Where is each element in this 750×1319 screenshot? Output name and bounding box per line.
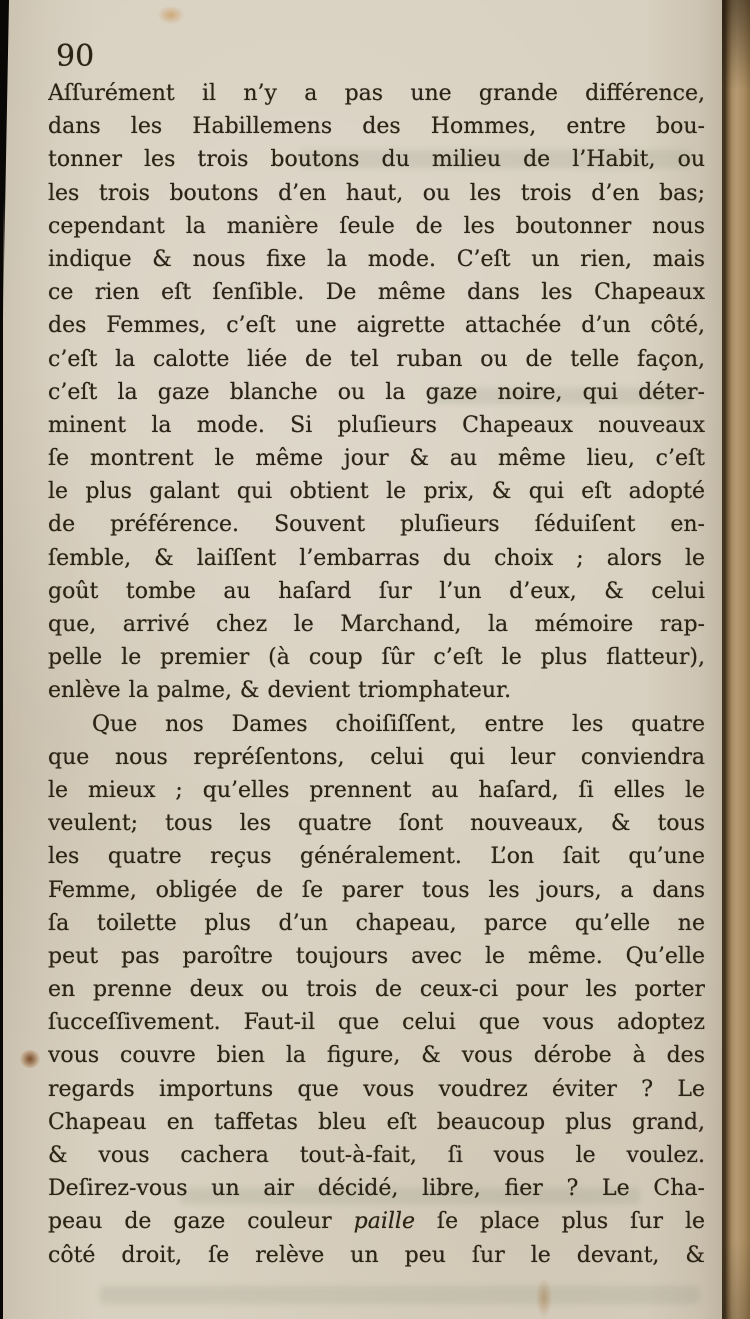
text-segment: goût tombe au haſard ſur l’un d’eux, & celui <box>48 578 705 604</box>
text-line <box>48 309 705 342</box>
text-line <box>48 575 705 608</box>
text-segment: les quatre reçus généralement. L’on ſait qu’une <box>48 844 705 870</box>
text-line <box>48 210 705 243</box>
text-segment: de préférence. Souvent pluſieurs ſéduiſent en- <box>48 512 705 538</box>
text-segment: des Femmes, c’eſt une aigrette attachée d’un côté, <box>48 313 705 339</box>
text-line <box>48 1239 705 1272</box>
text-segment: en prenne deux ou trois de ceux-ci pour les porter <box>48 977 705 1003</box>
text-line <box>48 774 705 807</box>
text-segment: que, arrivé chez le Marchand, la mémoire rap- <box>48 612 705 637</box>
text-line <box>48 77 705 110</box>
text-line <box>48 409 705 442</box>
text-segment: Que nos Dames choiſiſſent, entre les quatre <box>92 711 705 737</box>
text-segment: ſemble, & laiſſent l’embarras du choix ; alors le <box>48 545 705 571</box>
text-segment: tonner les trois boutons du milieu de l’Habit, ou <box>48 147 705 173</box>
text-line <box>48 1006 705 1039</box>
text-segment: que nous repréſentons, celui qui leur conviendra <box>48 744 705 770</box>
text-line <box>48 1106 705 1139</box>
text-line <box>48 874 705 907</box>
text-line <box>48 840 705 873</box>
text-segment: ſe montrent le même jour & au même lieu, c’eſt <box>48 446 705 472</box>
text-line <box>48 641 705 674</box>
text-segment: les trois boutons d’en haut, ou les trois d’en bas; <box>48 180 705 206</box>
text-segment: dans les Habillemens des Hommes, entre bou- <box>48 114 705 140</box>
text-line <box>48 1172 705 1205</box>
text-line <box>48 940 705 973</box>
text-line <box>48 674 705 707</box>
text-segment: cependant la manière ſeule de les boutonner nous <box>48 213 705 239</box>
text-segment: regards importuns que vous voudrez éviter ? Le <box>48 1076 705 1102</box>
body-text <box>48 77 705 1272</box>
text-segment: Aſſurément il n’y a pas une grande différence, <box>48 81 705 106</box>
text-segment: & vous cachera tout-à-fait, ſi vous le voulez. <box>48 1143 705 1168</box>
paper-stain <box>536 1278 552 1318</box>
text-segment: peau de gaze couleur <box>48 1209 354 1235</box>
text-line <box>48 807 705 840</box>
text-segment: le plus galant qui obtient le prix, & qui eſt adopté <box>48 479 705 505</box>
text-line <box>48 973 705 1006</box>
text-line <box>48 608 705 641</box>
text-line <box>48 110 705 143</box>
text-line <box>48 1039 705 1072</box>
text-line <box>48 243 705 276</box>
text-segment: c’eſt la calotte liée de tel ruban ou de telle façon, <box>48 346 705 372</box>
text-segment: minent la mode. Si pluſieurs Chapeaux nouveaux <box>48 412 705 438</box>
text-segment: pelle le premier (à coup ſûr c’eſt le plus flatteur), <box>48 645 705 671</box>
text-line <box>48 508 705 541</box>
text-line <box>48 1205 705 1238</box>
text-line <box>48 442 705 475</box>
text-line <box>48 143 705 176</box>
text-line <box>48 343 705 376</box>
text-segment: Deſirez-vous un air décidé, libre, fier ? Le Cha- <box>48 1176 705 1202</box>
fox-spot <box>158 6 184 24</box>
text-line <box>48 708 705 741</box>
text-segment: indique & nous fixe la mode. C’eſt un rien, mais <box>48 246 705 272</box>
fox-spot <box>20 1050 40 1068</box>
text-segment: Femme, obligée de ſe parer tous les jours, a dans <box>48 877 705 903</box>
text-line <box>48 276 705 309</box>
text-line <box>48 542 705 575</box>
text-segment: côté droit, ſe relève un peu ſur le devant, & <box>48 1242 705 1268</box>
text-line <box>48 475 705 508</box>
text-segment: enlève la palme, & devient triomphateur. <box>48 678 512 704</box>
text-segment: c’eſt la gaze blanche ou la gaze noire, qui déter- <box>48 379 705 405</box>
text-segment: veulent; tous les quatre ſont nouveaux, & tous <box>48 811 705 837</box>
verso-show-through <box>100 1286 700 1304</box>
text-segment: le mieux ; qu’elles prennent au haſard, ſi elles le <box>48 777 705 803</box>
text-line <box>48 1073 705 1106</box>
text-line <box>48 1139 705 1172</box>
text-segment: ce rien eſt ſenſible. De même dans les Chapeaux <box>48 280 705 306</box>
text-line <box>48 741 705 774</box>
italic-word: paille <box>353 1209 415 1235</box>
page-number: 90 <box>56 39 95 74</box>
text-segment: ſa toilette plus d’un chapeau, parce qu’elle ne <box>48 910 705 936</box>
text-segment: ſe place plus ſur le <box>414 1209 705 1235</box>
text-line <box>48 177 705 210</box>
text-segment: peut pas paroître toujours avec le même. Qu’elle <box>48 943 705 969</box>
text-segment: vous couvre bien la figure, & vous dérobe à des <box>48 1043 705 1069</box>
text-line <box>48 376 705 409</box>
text-segment: ſucceſſivement. Faut-il que celui que vous adoptez <box>48 1010 705 1036</box>
text-segment: Chapeau en taffetas bleu eſt beaucoup plus grand, <box>48 1109 705 1135</box>
book-page-block-edge <box>722 0 750 1319</box>
text-line <box>48 907 705 940</box>
